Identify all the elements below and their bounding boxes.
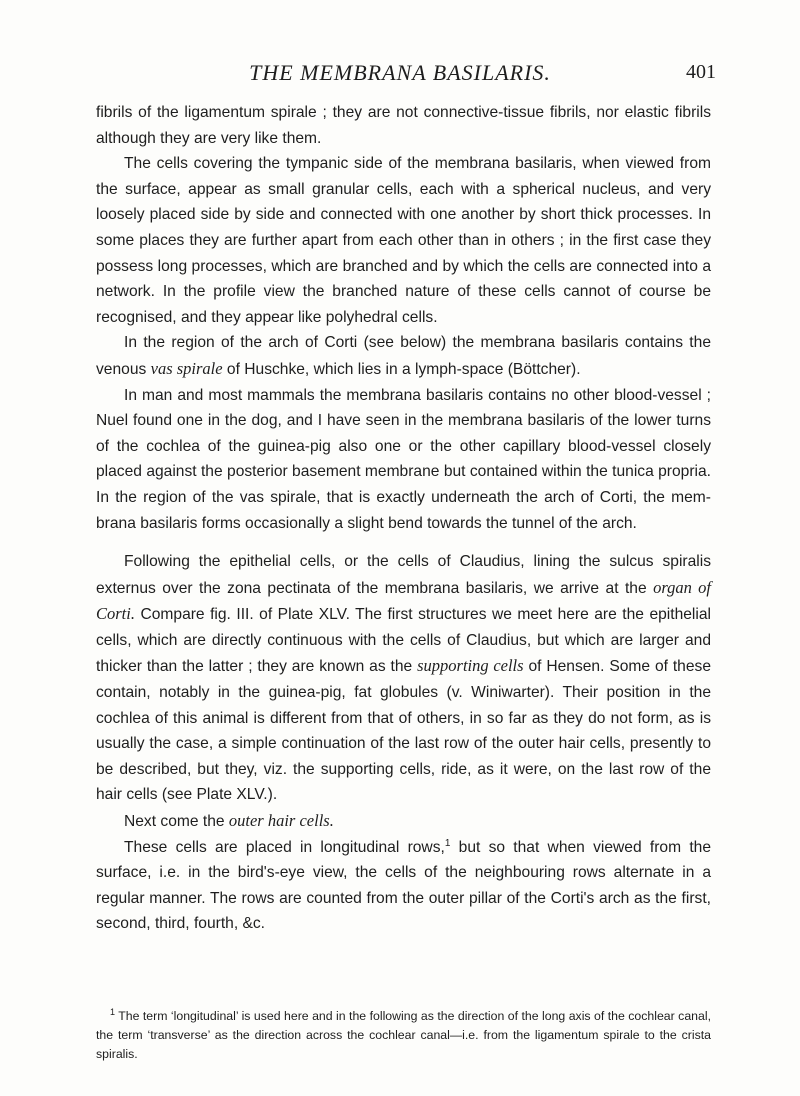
italic-term: organ of Corti.: [96, 577, 711, 624]
footnote-text: The term ‘longitudinal’ is used here and in the following as the direction of the long axis of the cochlear canal, the term ‘transverse’ as the direction across the cochlear canal—i.e. from the ligamentum spirale to the crista spiralis.: [96, 1009, 711, 1061]
text-run: Compare fig. III. of Plate XLV. The first structures we meet here are the epithelial cells, which are directly continuous with the cells of Claudius, but which are larger and thicker than the latter ; they are known as the: [96, 606, 711, 676]
text-run: Next come the: [124, 813, 229, 831]
text-run: of Huschke, which lies in a lymph-space (Böttcher).: [222, 360, 581, 378]
running-title: THE MEMBRANA BASILARIS.: [249, 60, 551, 85]
paragraph-vas-spirale: [96, 330, 711, 382]
paragraph-continued: fibrils of the ligamentum spirale ; they are not connective-tissue fibrils, nor elastic fibrils although they are very like them.: [96, 104, 711, 147]
text-run: These cells are placed in longitudinal rows,: [124, 838, 445, 856]
paragraph-organ-of-corti: [96, 549, 711, 808]
text-run: In the region of the arch of Corti (see below) the membrana basilaris contains the venous: [96, 334, 711, 378]
italic-term: supporting cells: [417, 656, 524, 676]
paragraph-outer-hair-cells: [96, 808, 711, 835]
body-text: [96, 100, 711, 937]
paragraph-blood-vessel: In man and most mammals the membrana basilaris contains no other blood-vessel ; Nuel found one in the dog, and I have seen in the membrana basilaris of the lower turns of the cochlea of the guinea-pig also one or the other capillary blood-vessel closely placed against the posterior basement membrane but contained within the tunica propria. In the region of the vas spirale, that is exactly underneath the arch of Corti, the mem-brana basilaris forms occasionally a slight bend towards the tunnel of the arch.: [96, 386, 711, 532]
text-run: Following the epithelial cells, or the cells of Claudius, lining the sulcus spiralis externus over the zona pectinata of the membrana basilaris, we arrive at the: [96, 553, 711, 597]
paragraph-longitudinal-rows: [96, 835, 711, 937]
paragraph-tympanic-cells: The cells covering the tympanic side of the membrana basilaris, when viewed from the surface, appear as small granular cells, each with a spherical nucleus, and very loosely placed side by side and connected with one another by short thick processes. In some places they are further apart from each other than in others ; in the first case they possess long processes, which are branched and by which the cells are connected into a network. In the profile view the branched nature of these cells cannot of course be recognised, and they appear like polyhedral cells.: [96, 155, 711, 326]
page-number: 401: [686, 61, 716, 83]
italic-term: vas spirale: [150, 358, 223, 378]
text-run: of Hensen. Some of these contain, notably in the guinea-pig, fat globules (v. Winiwarter). Their position in the cochlea of this animal is different from that of others, in so far as they do not form, as is usually the case, a simple continuation of the last row of the outer hair cells, presently to be described, but they, viz. the supporting cells, ride, as it were, on the last row of the hair cells (see Plate XLV.).: [96, 658, 712, 804]
text-run: but so that when viewed from the surface, i.e. in the bird's-eye view, the cells of the neighbouring rows alternate in a regular manner. The rows are counted from the outer pillar of the Corti's arch as the first, second, third, fourth, &c.: [96, 838, 711, 933]
italic-term: outer hair cells.: [228, 811, 334, 831]
footnote: [96, 1007, 711, 1064]
footnote-marker: 1: [110, 1006, 116, 1017]
page-header: [0, 60, 800, 92]
footnote-reference: 1: [444, 837, 451, 849]
